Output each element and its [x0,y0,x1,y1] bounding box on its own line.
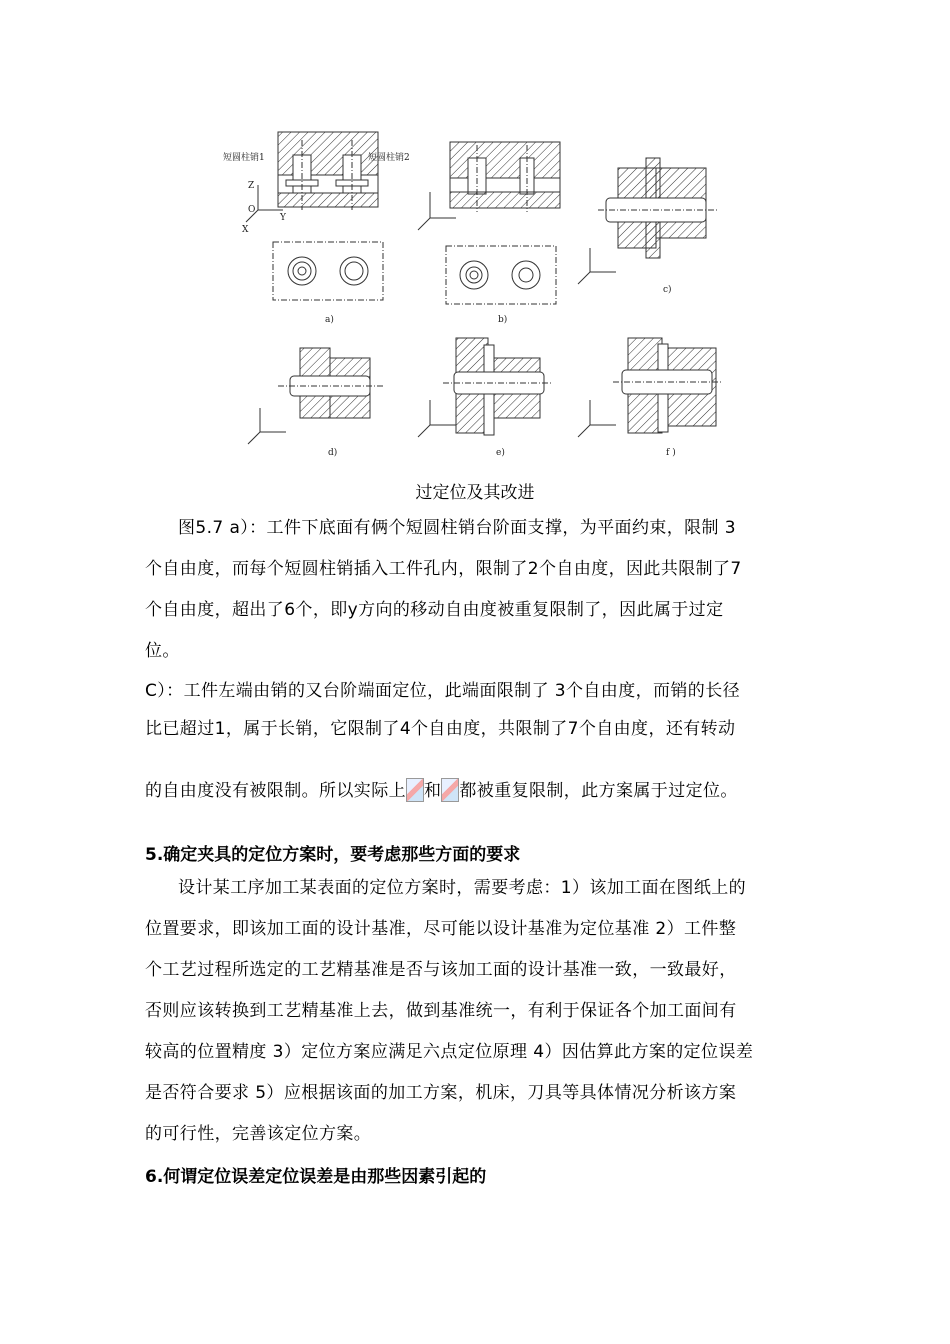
axis-x-label: X [242,225,249,235]
para1-line4: 位。 [145,641,180,661]
panel-c-section [598,158,718,258]
pin1-label: 短圆柱销1 [223,153,265,163]
panel-a-section [278,132,378,210]
panel-e-section [443,338,553,435]
axes-e [418,400,456,437]
positioning-figure [218,120,738,465]
panel-d-section [278,348,383,418]
para3-line1: 设计某工序加工某表面的定位方案时，需要考虑：1）该加工面在图纸上的 [178,878,747,898]
sub-d-label: d) [328,448,338,458]
para3-line2: 位置要求，即该加工面的设计基准，尽可能以设计基准为定位基准 2）工件整 [145,919,737,939]
para3-line5: 较高的位置精度 3）定位方案应满足六点定位原理 4）因估算此方案的定位误差 [145,1042,754,1062]
axes-c [578,248,616,284]
broken-image-icon [406,778,424,802]
panel-b-section [450,142,560,212]
para1-line2: 个自由度，而每个短圆柱销插入工件孔内，限制了2个自由度，因此共限制了7 [145,559,742,579]
para2-line3-c: 都被重复限制，此方案属于过定位。 [459,781,738,801]
axes-f [578,400,616,437]
panel-f-section [613,338,723,433]
para3-line3: 个工艺过程所选定的工艺精基准是否与该加工面的设计基准一致，一致最好， [145,960,737,980]
pin2-label: 短圆柱销2 [368,153,410,163]
para2-line3-b: 和 [424,781,442,801]
para2-line3 [145,778,810,803]
para1-line3: 个自由度，超出了6个，即y方向的移动自由度被重复限制了，因此属于过定 [145,600,724,620]
sub-c-label: c) [663,285,672,295]
figure-caption: 过定位及其改进 [415,483,535,503]
para2-line3-a: 的自由度没有被限制。所以实际上 [145,781,406,801]
broken-image-icon [441,778,459,802]
panel-a-plan [273,242,383,300]
sub-e-label: e) [496,448,505,458]
sub-f-label: f ) [666,448,676,458]
axis-z-label: Z [248,181,255,191]
para2-line1: C）：工件左端由销的又台阶端面定位，此端面限制了 3个自由度，而销的长径 [145,681,740,701]
axis-y-label: Y [280,213,286,223]
heading-6: 6.何谓定位误差定位误差是由那些因素引起的 [145,1167,487,1187]
sub-a-label: a) [325,315,334,325]
para3-line6: 是否符合要求 5）应根据该面的加工方案，机床，刀具等具体情况分析该方案 [145,1083,737,1103]
para3-line4: 否则应该转换到工艺精基准上去，做到基准统一，有利于保证各个加工面间有 [145,1001,737,1021]
para2-line2: 比已超过1，属于长销，它限制了4个自由度，共限制了7个自由度，还有转动 [145,719,736,739]
heading-5: 5.确定夹具的定位方案时，要考虑那些方面的要求 [145,845,521,865]
para1-line1: 图5.7 a）：工件下底面有俩个短圆柱销台阶面支撑，为平面约束，限制 3 [178,518,736,538]
sub-b-label: b) [498,315,508,325]
axis-o-label: O [248,205,256,215]
para3-line7: 的可行性，完善该定位方案。 [145,1124,372,1144]
panel-b-plan [446,246,556,304]
axes-d [248,408,286,444]
